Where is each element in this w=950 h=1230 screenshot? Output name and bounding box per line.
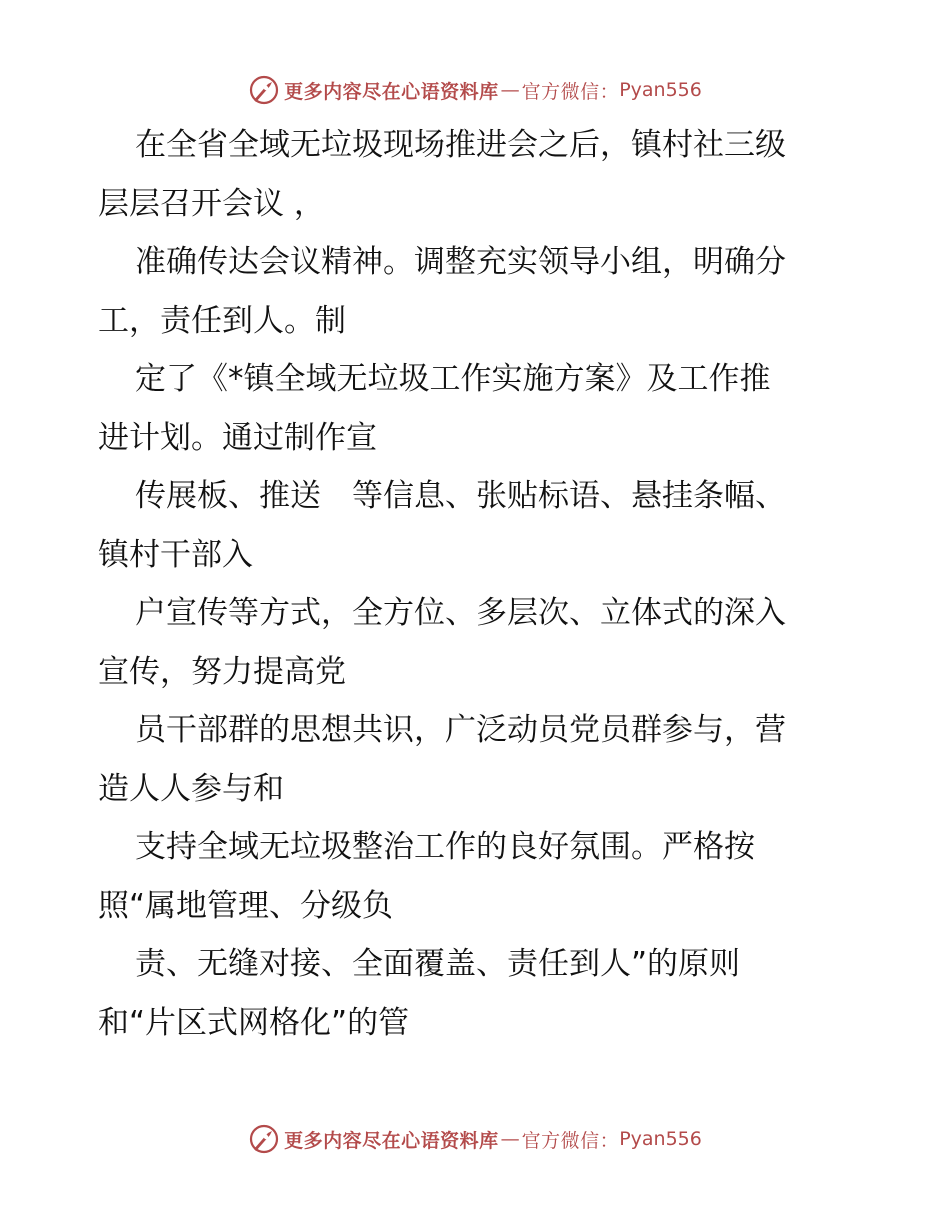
paragraph-line: 员干部群的思想共识，广泛动员党员群参与，营 <box>135 712 786 748</box>
watermark-sub-text: 官方微信： <box>521 80 620 103</box>
paragraph-line: 工，责任到人。制 <box>98 302 346 339</box>
paragraph-line: 层层召开会议 ， <box>98 185 325 222</box>
paragraph-line: 在全省全域无垃圾现场推进会之后，镇村社三级 <box>135 127 786 163</box>
paragraph-line: 支持全域无垃圾整治工作的良好氛围。严格按 <box>135 829 755 865</box>
paragraph-line: 造人人参与和 <box>98 770 284 807</box>
document-body <box>98 116 878 1052</box>
watermark-dash: — <box>500 1128 520 1150</box>
paragraph-line: 宣传，努力提高党 <box>98 653 346 690</box>
watermark-main-text: 更多内容尽在心语资料库 <box>284 80 499 103</box>
watermark-main-text: 更多内容尽在心语资料库 <box>284 1129 499 1152</box>
paragraph-line: 定了《*镇全域无垃圾工作实施方案》及工作推 <box>135 361 771 397</box>
watermark-id-text: Pyan556 <box>619 79 702 101</box>
watermark-id-text: Pyan556 <box>619 1128 702 1150</box>
paragraph-line: 照“属地管理、分级负 <box>98 887 394 924</box>
header-watermark <box>0 70 950 110</box>
watermark-sub-text: 官方微信： <box>521 1129 620 1152</box>
paragraph-line: 准确传达会议精神。调整充实领导小组，明确分 <box>135 244 786 280</box>
pen-logo-icon <box>248 74 280 106</box>
paragraph-line: 责、无缝对接、全面覆盖、责任到人”的原则 <box>135 946 741 982</box>
paragraph-line: 户宣传等方式，全方位、多层次、立体式的深入 <box>135 595 786 631</box>
paragraph-line: 传展板、推送 等信息、张贴标语、悬挂条幅、 <box>135 478 786 514</box>
footer-watermark <box>0 1119 950 1159</box>
watermark-dash: — <box>500 79 520 101</box>
paragraph-line: 进计划。通过制作宣 <box>98 419 377 456</box>
pen-logo-icon <box>248 1123 280 1155</box>
paragraph-line: 和“片区式网格化”的管 <box>98 1004 410 1041</box>
paragraph-line: 镇村干部入 <box>98 536 253 573</box>
